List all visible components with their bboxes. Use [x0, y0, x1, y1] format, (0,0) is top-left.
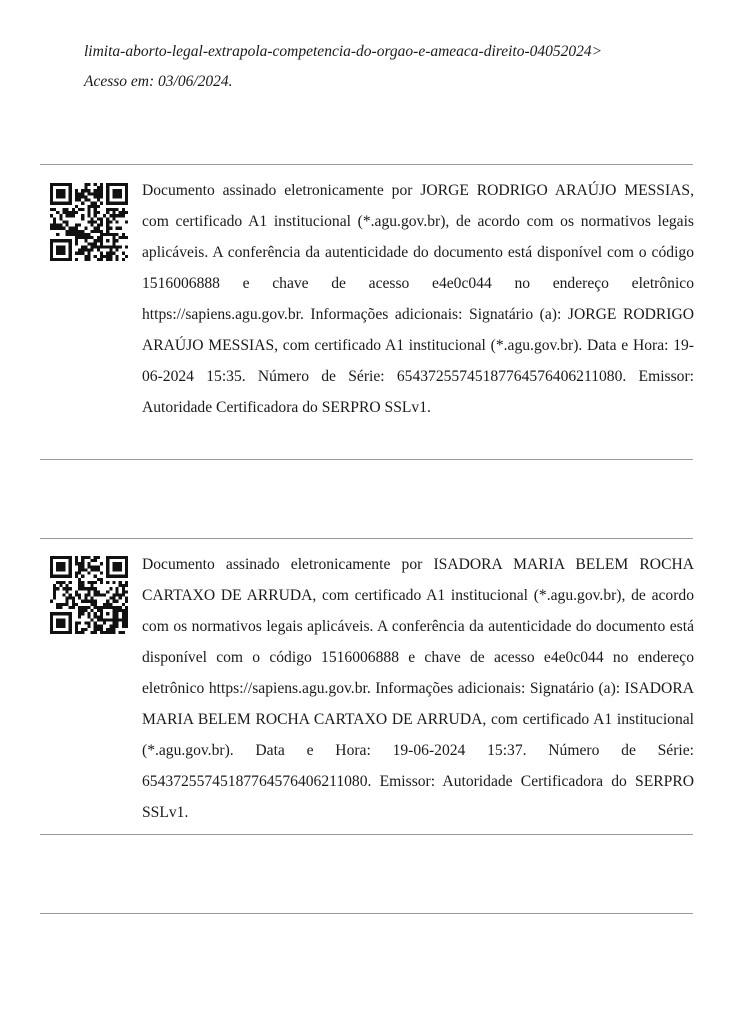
signature-block-1: Documento assinado eletronicamente por JORGE RODRIGO ARAÚJO MESSIAS, com certificado A1 institucional (*.agu.gov.br), de acordo com os normativos legais aplicáveis. A conferência da autenticidade do documento está disponível com o código 1516006888 e chave de acesso e4e0c044 no endereço eletrônico https://sapiens.agu.gov.br. Informações adicionais: Signatário (a): JORGE RODRIGO ARAÚJO MESSIAS, com certificado A1 institucional (*.agu.gov.br). Data e Hora: 19-06-2024 15:35. Número de Série: 65437255745187764576406211080. Emissor: Autoridade Certificadora do SERPRO SSLv1.	[142, 182, 694, 416]
reference-citation	[84, 37, 704, 97]
qr-code-icon	[50, 556, 128, 634]
reference-access-date: Acesso em: 03/06/2024.	[84, 73, 233, 90]
signature-block-2: Documento assinado eletronicamente por ISADORA MARIA BELEM ROCHA CARTAXO DE ARRUDA, com certificado A1 institucional (*.agu.gov.br), de acordo com os normativos legais aplicáveis. A conferência da autenticidade do documento está disponível com o código 1516006888 e chave de acesso e4e0c044 no endereço eletrônico https://sapiens.agu.gov.br. Informações adicionais: Signatário (a): ISADORA MARIA BELEM ROCHA CARTAXO DE ARRUDA, com certificado A1 institucional (*.agu.gov.br). Data e Hora: 19-06-2024 15:37. Número de Série: 65437255745187764576406211080. Emissor: Autoridade Certificadora do SERPRO SSLv1.	[142, 556, 694, 821]
divider	[40, 538, 693, 539]
qr-code-icon	[50, 183, 128, 261]
reference-url-line[interactable]: limita-aborto-legal-extrapola-competencia-do-orgao-e-ameaca-direito-04052024>	[84, 43, 603, 60]
divider	[40, 834, 693, 835]
divider	[40, 164, 693, 165]
divider	[40, 459, 693, 460]
divider	[40, 913, 693, 914]
